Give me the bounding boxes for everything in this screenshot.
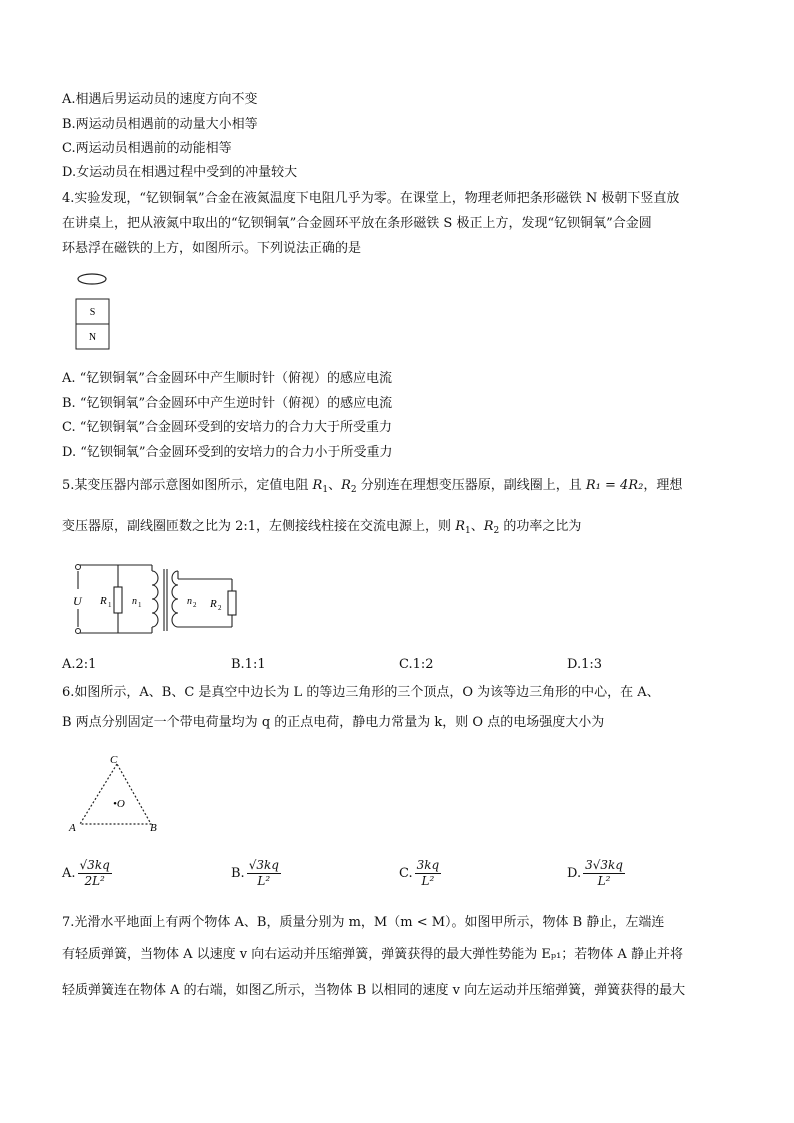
r1-subscript: 1: [464, 526, 471, 536]
n2-label: n: [187, 596, 192, 607]
q5-transformer-diagram: [70, 557, 240, 641]
q4-option-d: D. “钇钡铜氧”合金圆环受到的安培力的合力小于所受重力: [62, 445, 393, 460]
fraction-denominator: 2L²: [84, 874, 105, 888]
magnet-s-label: S: [89, 307, 96, 318]
r2-diagram-label: R: [210, 598, 217, 610]
q5-option-a: A.2:1: [62, 657, 97, 672]
separator: 、: [470, 519, 484, 534]
q5-stem-line-1: [62, 477, 682, 499]
r1-diagram-subscript: 1: [108, 601, 112, 609]
vertex-b-label: B: [150, 822, 157, 834]
q4-stem-line-2: 在讲桌上，把从液氮中取出的“钇钡铜氧”合金圆环平放在条形磁铁 S 极正上方，发现“钇钡铜氧”合金圆: [62, 216, 652, 231]
n1-label: n: [132, 596, 137, 607]
q5-option-b: B.1:1: [231, 657, 266, 672]
r1-subscript: 1: [322, 485, 329, 495]
q4-stem-line-3: 环悬浮在磁铁的上方，如图所示。下列说法正确的是: [62, 241, 362, 256]
q5-stem-text-2b: 的功率之比为: [499, 519, 582, 534]
voltage-label: U: [73, 594, 82, 608]
q3-option-a: A.相遇后男运动员的速度方向不变: [62, 92, 258, 107]
q5-stem-text-1a: 5.某变压器内部示意图如图所示，定值电阻: [62, 478, 313, 493]
q5-stem-line-2: [62, 518, 581, 540]
q4-stem-line-1: 4.实验发现，“钇钡铜氧”合金在液氮温度下电阻几乎为零。在课堂上，物理老师把条形磁铁 N 极朝下竖直放: [62, 191, 680, 206]
q4-option-b: B. “钇钡铜氧”合金圆环中产生逆时针（俯视）的感应电流: [62, 396, 393, 411]
r2-subscript: 2: [350, 485, 357, 495]
q7-stem-line-2: 有轻质弹簧，当物体 A 以速度 v 向右运动并压缩弹簧，弹簧获得的最大弹性势能为 Eₚ₁；若物体 A 静止并将: [62, 947, 683, 962]
q6-option-b-fraction: [247, 858, 281, 889]
q5-option-d: D.1:3: [567, 657, 603, 672]
q6-option-c: [399, 858, 441, 889]
vertex-a-label: A: [69, 822, 76, 834]
q6-option-d-label: D.: [567, 866, 582, 881]
fraction-numerator: 3kq: [416, 858, 440, 872]
q3-option-b: B.两运动员相遇前的动量大小相等: [62, 117, 258, 132]
fraction-denominator: L²: [597, 874, 611, 888]
magnet-n-label: N: [88, 332, 97, 343]
q6-option-d-fraction: [583, 858, 625, 889]
q6-option-b: [231, 858, 281, 889]
n2-subscript: 2: [193, 601, 197, 609]
q6-option-c-fraction: [415, 858, 442, 889]
fraction-denominator: L²: [421, 874, 435, 888]
q7-stem-line-3: 轻质弹簧连在物体 A 的右端，如图乙所示，当物体 B 以相同的速度 v 向左运动并压缩弹簧，弹簧获得的最大: [62, 983, 686, 998]
q6-option-a-fraction: [78, 858, 112, 889]
q5-option-c: C.1:2: [399, 657, 434, 672]
q6-option-a: [62, 858, 112, 889]
r2-symbol: R: [341, 478, 351, 493]
center-o-label: •O: [113, 798, 125, 810]
q5-stem-text-2a: 变压器原，副线圈匝数之比为 2:1，左侧接线柱接在交流电源上，则: [62, 519, 456, 534]
equilateral-triangle: [80, 764, 151, 824]
resistance-equation: R₁ = 4R₂: [585, 478, 644, 493]
fraction-numerator: √3kq: [248, 858, 279, 872]
q6-option-c-label: C.: [399, 866, 413, 881]
resistor-r2: [228, 591, 236, 615]
q5-stem-text-1b: 分别连在理想变压器原，副线圈上，且: [356, 478, 586, 493]
q5-stem-text-1c: ，理想: [643, 478, 683, 493]
fraction-numerator: 3√3kq: [585, 858, 623, 872]
resistor-r1: [114, 587, 122, 613]
r2-diagram-subscript: 2: [218, 604, 222, 612]
r1-diagram-label: R: [100, 595, 107, 607]
q6-option-b-label: B.: [231, 866, 245, 881]
fraction-numerator: √3kq: [79, 858, 110, 872]
alloy-ring: [78, 274, 106, 284]
fraction-denominator: L²: [257, 874, 271, 888]
q6-stem-line-1: 6.如图所示，A、B、C 是真空中边长为 L 的等边三角形的三个顶点，O 为该等边三角形的中心，在 A、: [62, 685, 660, 700]
terminal-top: [76, 565, 81, 570]
q6-option-d: [567, 858, 625, 889]
q3-option-d: D.女运动员在相遇过程中受到的冲量较大: [62, 165, 298, 180]
n1-subscript: 1: [138, 601, 142, 609]
q6-option-a-label: A.: [62, 866, 76, 881]
q4-option-c: C. “钇钡铜氧”合金圆环受到的安培力的合力大于所受重力: [62, 420, 393, 435]
q6-stem-line-2: B 两点分别固定一个带电荷量均为 q 的正点电荷，静电力常量为 k，则 O 点的电场强度大小为: [62, 715, 605, 730]
r1-symbol: R: [312, 478, 323, 493]
r2-subscript: 2: [493, 526, 500, 536]
r1-symbol: R: [455, 519, 465, 534]
r2-symbol: R: [483, 519, 494, 534]
q4-option-a: A. “钇钡铜氧”合金圆环中产生顺时针（俯视）的感应电流: [62, 371, 392, 386]
terminal-bottom: [76, 629, 81, 634]
q3-option-c: C.两运动员相遇前的动能相等: [62, 141, 232, 156]
q7-stem-line-1: 7.光滑水平地面上有两个物体 A、B，质量分别为 m，M（m < M）。如图甲所示，物体 B 静止，左端连: [62, 915, 665, 930]
q6-triangle-diagram: [66, 752, 166, 836]
q4-magnet-diagram: [70, 268, 120, 356]
separator: 、: [328, 478, 342, 493]
vertex-c-label: C: [110, 754, 118, 766]
